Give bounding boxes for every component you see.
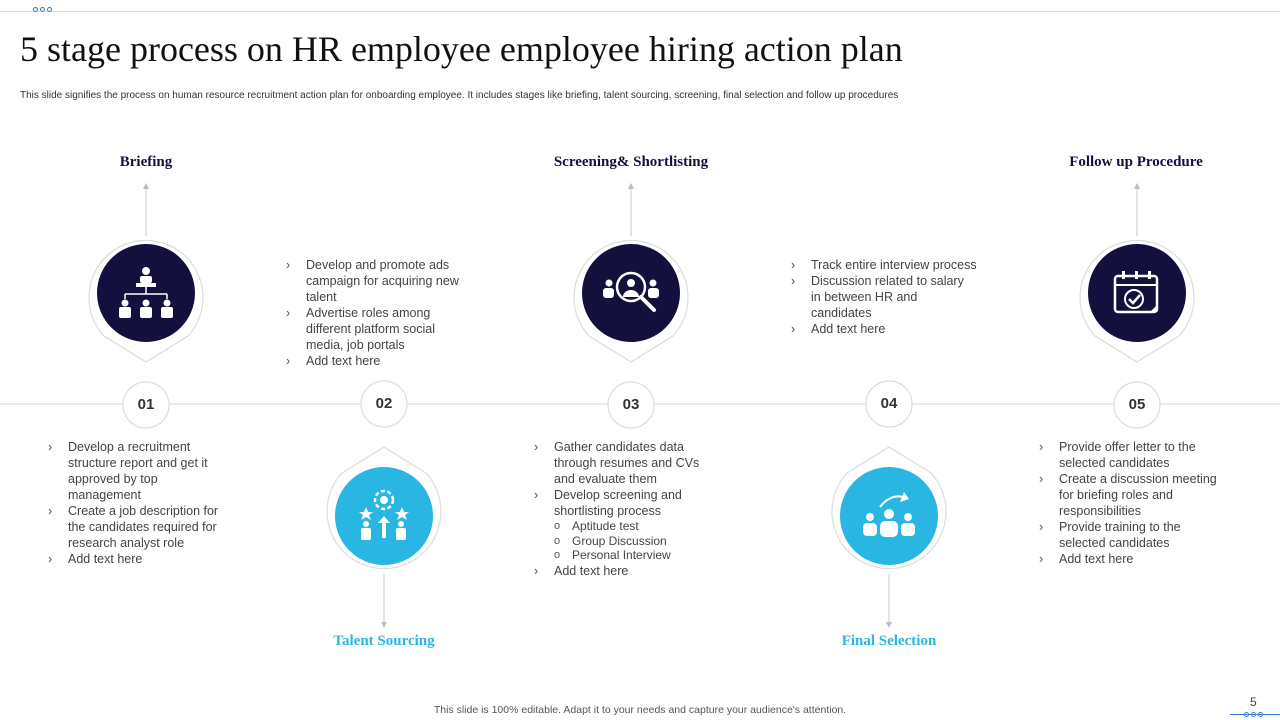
stage-number-05: 05 bbox=[1128, 396, 1146, 413]
bullet-item: › Develop a recruitment structure report and get it approved by top management bbox=[48, 439, 230, 503]
sub-bullet-item: o Personal Interview bbox=[554, 548, 714, 563]
pin-stage-04 bbox=[832, 381, 946, 625]
sub-bullet-item: o Group Discussion bbox=[554, 534, 714, 549]
bullets-stage-01 bbox=[48, 439, 230, 567]
bullet-item: › Provide offer letter to the selected candidates bbox=[1039, 439, 1229, 471]
bullet-item: › Add text here bbox=[534, 563, 714, 579]
page-number: 5 bbox=[1250, 695, 1257, 709]
stage-number-03: 03 bbox=[622, 396, 640, 413]
bullets-stage-03 bbox=[534, 439, 714, 579]
page-subtitle: This slide signifies the process on human resource recruitment action plan for onboarding employee. It includes stages like briefing, talent sourcing, screening, final selection and follow up procedures bbox=[20, 90, 899, 101]
stage-title-talent-sourcing: Talent Sourcing bbox=[333, 633, 435, 649]
stage-number-01: 01 bbox=[137, 396, 155, 413]
bullet-item: › Add text here bbox=[48, 551, 230, 567]
bullet-item: › Add text here bbox=[791, 321, 977, 337]
bullet-item: › Add text here bbox=[286, 353, 466, 369]
stage-number-02: 02 bbox=[375, 395, 393, 412]
bullet-item: › Add text here bbox=[1039, 551, 1229, 567]
pin-stage-03 bbox=[574, 186, 688, 428]
footer-note: This slide is 100% editable. Adapt it to your needs and capture your audience's attention. bbox=[433, 704, 847, 716]
sub-bullet-item: o Aptitude test bbox=[554, 519, 714, 534]
bullet-item: › Gather candidates data through resumes and CVs and evaluate them bbox=[534, 439, 714, 487]
stage-title-briefing: Briefing bbox=[119, 154, 173, 170]
bullets-stage-02 bbox=[286, 257, 466, 369]
bullet-item: › Create a job description for the candidates required for research analyst role bbox=[48, 503, 230, 551]
bullet-item bbox=[534, 487, 714, 563]
bullet-item: › Discussion related to salary in between HR and candidates bbox=[791, 273, 977, 321]
sub-bullets bbox=[554, 519, 714, 563]
bottom-accent-line bbox=[1230, 714, 1280, 715]
bullets-stage-05 bbox=[1039, 439, 1229, 567]
bullets-stage-04 bbox=[791, 257, 977, 337]
bullet-item: › Develop and promote ads campaign for acquiring new talent bbox=[286, 257, 466, 305]
bullet-item: › Track entire interview process bbox=[791, 257, 977, 273]
stage-title-follow-up: Follow up Procedure bbox=[1069, 154, 1203, 170]
page-title: 5 stage process on HR employee employee hiring action plan bbox=[20, 29, 903, 69]
stage-title-final-selection: Final Selection bbox=[841, 633, 937, 649]
bullet-item: › Provide training to the selected candidates bbox=[1039, 519, 1229, 551]
stage-number-04: 04 bbox=[880, 395, 898, 412]
stage-title-screening: Screening& Shortlisting bbox=[553, 154, 709, 170]
bullet-item: › Advertise roles among different platform social media, job portals bbox=[286, 305, 466, 353]
bullet-item: › Create a discussion meeting for briefing roles and responsibilities bbox=[1039, 471, 1229, 519]
bullet-text: Develop screening and shortlisting process bbox=[554, 488, 682, 518]
